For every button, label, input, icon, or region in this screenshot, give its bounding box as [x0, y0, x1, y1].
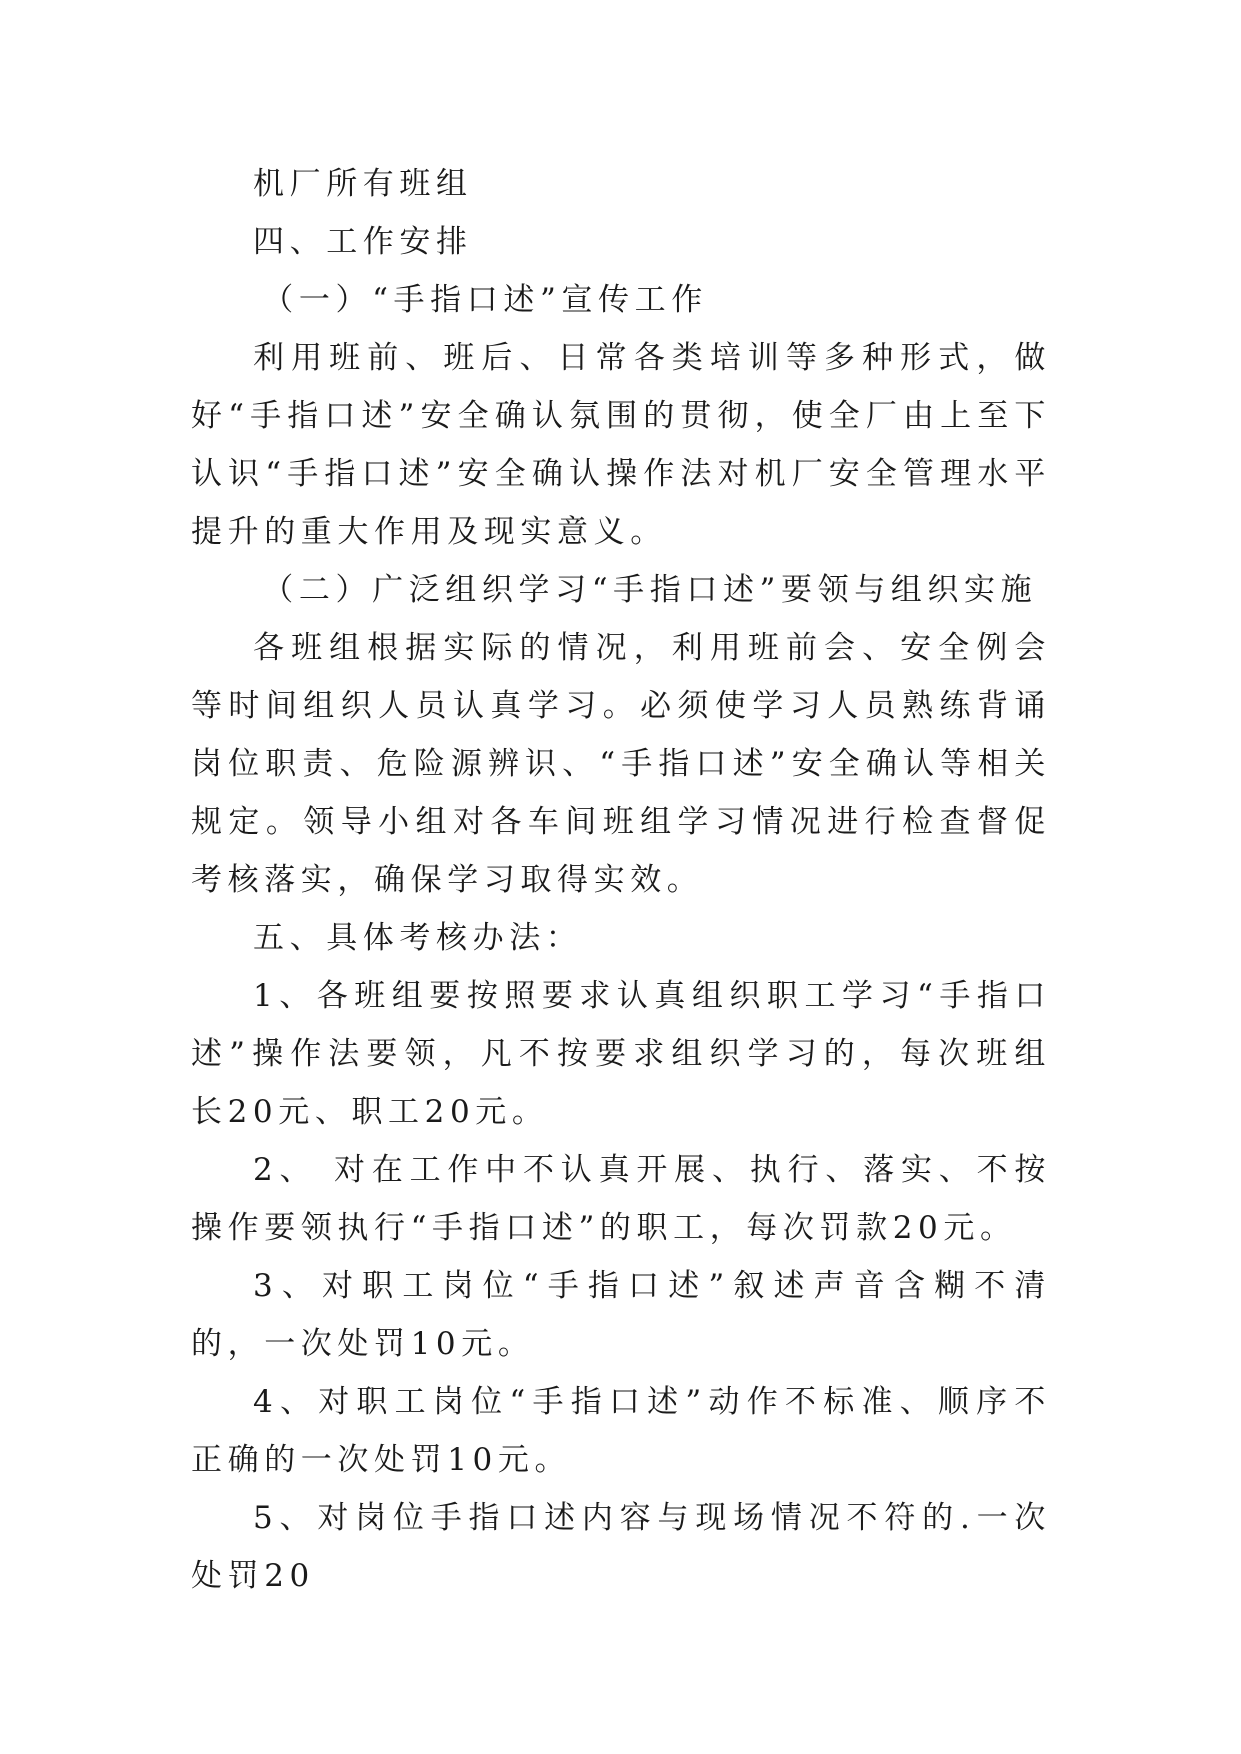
rule-item-1: 1、各班组要按照要求认真组织职工学习“手指口述”操作法要领，凡不按要求组织学习的，每次班组长20元、职工20元。: [191, 978, 1051, 1130]
paragraph-publicity: 利用班前、班后、日常各类培训等多种形式，做好“手指口述”安全确认氛围的贯彻，使全厂由上至下认识“手指口述”安全确认操作法对机厂安全管理水平提升的重大作用及现实意义。: [191, 340, 1051, 550]
paragraph-scope: 机厂所有班组: [253, 166, 473, 202]
subheading-publicity: （一）“手指口述”宣传工作: [262, 282, 708, 318]
rule-item-3: 3、对职工岗位“手指口述”叙述声音含糊不清的，一次处罚10元。: [191, 1268, 1051, 1362]
document-body: [191, 155, 1051, 1605]
subheading-study: （二）广泛组织学习“手指口述”要领与组织实施: [262, 572, 1038, 608]
paragraph-study: 各班组根据实际的情况，利用班前会、安全例会等时间组织人员认真学习。必须使学习人员熟练背诵岗位职责、危险源辨识、“手指口述”安全确认等相关规定。领导小组对各车间班组学习情况进行检查督促考核落实，确保学习取得实效。: [191, 630, 1051, 898]
rule-item-2: 2、 对在工作中不认真开展、执行、落实、不按操作要领执行“手指口述”的职工，每次罚款20元。: [191, 1152, 1051, 1246]
rule-item-4: 4、对职工岗位“手指口述”动作不标准、顺序不正确的一次处罚10元。: [191, 1384, 1051, 1478]
rule-item-5: 5、对岗位手指口述内容与现场情况不符的.一次处罚20: [191, 1500, 1051, 1594]
heading-assessment: 五、具体考核办法：: [253, 920, 583, 956]
heading-work-arrangement: 四、工作安排: [253, 224, 473, 260]
